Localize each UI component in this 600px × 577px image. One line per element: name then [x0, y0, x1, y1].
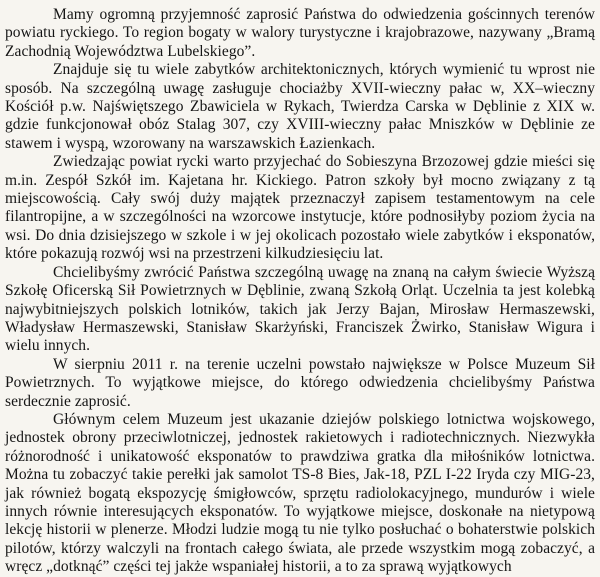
paragraph-sobieszyn: Zwiedzając powiat rycki warto przyjechać do Sobieszyna Brzozowej gdzie mieści się m.in. Zespół Szkół im. Kajetana hr. Kickiego. Patron szkoły był mocno związany z tą miejscowością. Cały swój duży majątek przeznaczył zapisem testamentowym na cele filantropijne, a w szczególności na wzorcowe instytucje, które podnosiłyby poziom życia na wsi. Do dnia dzisiejszego w szkole i w jej okolicach pozostało wiele zabytków i eksponatów, które pokazują rozwój wsi na przestrzeni kilkudziesięciu lat.: [5, 153, 595, 263]
paragraph-monuments: Znajduje się tu wiele zabytków architektonicznych, których wymienić tu wprost nie sposób. Na szczególną uwagę zasługuje chociażby XVII-wieczny pałac w, XX–wieczny Kościół p.w. Najświętszego Zbawiciela w Rykach, Twierdza Carska w Dęblinie z XIX w. gdzie funkcjonował obóz Stalag 307, czy XVIII-wieczny pałac Mniszków w Dęblinie ze stawem i wyspą, wzorowany na warszawskich Łazienkach.: [5, 61, 595, 152]
paragraph-air-force-school: Chcielibyśmy zwrócić Państwa szczególną uwagę na znaną na całym świecie Wyższą Szkołę Oficerską Sił Powietrznych w Dęblinie, zwaną Szkołą Orląt. Uczelnia ta jest kolebką najwybitniejszych polskich lotników, takich jak Jerzy Bajan, Mirosław Hermaszewski, Władysław Hermaszewski, Stanisław Skarżyński, Franciszek Żwirko, Stanisław Wigura i wielu innych.: [5, 263, 595, 355]
paragraph-museum-goal: Głównym celem Muzeum jest ukazanie dziejów polskiego lotnictwa wojskowego, jednostek obrony przeciwlotniczej, jednostek rakietowych i radiotechnicznych. Niezwykła różnorodność i unikatowość eksponatów to prawdziwa gratka dla miłośników lotnictwa. Można tu zobaczyć takie perełki jak samolot TS-8 Bies, Jak-18, PZL I-22 Iryda czy MIG-23, jak również bogatą ekspozycję śmigłowców, sprzętu radiolokacyjnego, mundurów i wiele innych równie interesujących eksponatów. To wyjątkowe miejsce, doskonałe na nietypową lekcję historii w plenerze. Młodzi ludzie mogą tu nie tylko posłuchać o bohaterstwie polskich pilotów, którzy walczyli na frontach całego świata, ale przede wszystkim mogą zobaczyć, a wręcz „dotknąć” części tej jakże wspaniałej historii, a to za sprawą wyjątkowych: [5, 410, 595, 576]
paragraph-invitation: Mamy ogromną przyjemność zaprosić Państwa do odwiedzenia gościnnych terenów powiatu ryckiego. To region bogaty w walory turystyczne i krajobrazowe, nazywany „Bramą Zachodnią Województwa Lubelskiego”.: [5, 6, 595, 60]
document-page: [5, 6, 595, 577]
paragraph-museum-opening: W sierpniu 2011 r. na terenie uczelni powstało największe w Polsce Muzeum Sił Powietrznych. To wyjątkowe miejsce, do którego odwiedzenia chcielibyśmy Państwa serdecznie zaprosić.: [5, 355, 595, 410]
